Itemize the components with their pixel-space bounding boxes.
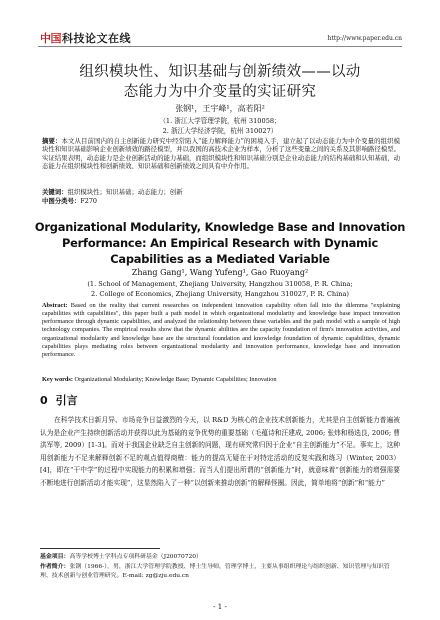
- fund-label: 基金项目：: [40, 553, 70, 560]
- en-title-line-1: Organizational Modularity, Knowledge Base and Innovation: [34, 220, 406, 234]
- footnote-divider: [40, 548, 160, 549]
- cn-clc-text: F270: [80, 197, 97, 205]
- bio-text: 张钢（1966-），男，浙江大学管理学院教授、博士生导师，管理学博士，主要从事组织理论与组织创新、知识管理与知识管理、技术创新与创业管理研究。E-mail: zg@zju.edu.cn: [40, 564, 390, 580]
- en-title-line-3: Capabilities as a Mediated Variable: [110, 252, 330, 266]
- cn-title-line-1: 组织模块性、知识基础与创新绩效——以动: [79, 64, 361, 80]
- en-abstract: [42, 302, 400, 359]
- section-number: 0: [40, 394, 48, 407]
- intro-paragraph: 在科学技术日新月异、市场竞争日益激烈的今天，以 R&D 为核心的企业技术创新能力，尤其是自主创新能力普遍被认为是企业产生持续创新活动并获得以此为基础的竞争优势的重要基础（毛蕴诗和汪建成, 2006; 张炜和杨选良, 2006; 曹洪军等, 2009）[1-3]。而对于我国企业缺乏自主创新的问题，现有研究常归因于企业“自主创新能力”不足。事实上，这种用创新能力不足来解释创新不足的观点值得商榷：能力的提高无疑在于对特定活动的反复实践和练习（Winter, 2003）[4]，即在“干中学”的过程中实现能力的积累和增强；而当人们提出所谓的“创新能力”时，就意味着“创新能力的增强需要不断地进行创新活动才能实现”，这显然陷入了一种“以创新来推动创新”的解释怪圈。因此，简单地将“创新”和“能力”: [40, 416, 400, 487]
- footnotes: [40, 552, 400, 581]
- footnote-fund: [40, 552, 400, 562]
- cn-authors: 张钢¹，王宇峰¹，高若阳²: [175, 104, 265, 113]
- cn-classification: [42, 197, 400, 205]
- logo-cn-text: 中国: [40, 32, 61, 45]
- logo-rest-text: 科技论文在线: [62, 32, 131, 45]
- cn-affiliation-1: （1. 浙江大学管理学院，杭州 310058；: [159, 117, 281, 125]
- en-affiliation-1: (1. School of Management, Zhejiang University, Hangzhou 310058, P. R. China;: [87, 280, 353, 288]
- site-url: http://www.paper.edu.cn: [327, 35, 402, 42]
- cn-abstract-label: 摘要：: [42, 137, 62, 145]
- cn-abstract-text: 本文从目前国内的自主创新能力研究中经常陷入“能力解释能力”的困境入手，建立起了以动态能力为中介变量的组织模块性和知识基础影响企业创新绩效的路径模型，并以我国的高技术企业为样本，分析了这些变量之间的关系及其影响路径模型。实证结果表明，动态能力是企业创新活动的能力基础，而组织模块性和知识基础分别是企业动态能力的结构基础和认知基础，动态能力在组织模块性和创新绩效、知识基础和创新绩效之间具有中介作用。: [42, 137, 400, 171]
- cn-affiliation-2: 2. 浙江大学经济学院，杭州 310027）: [162, 127, 278, 135]
- cn-title-line-2: 态能力为中介变量的实证研究: [123, 84, 317, 100]
- cn-abstract: [42, 137, 400, 187]
- en-affiliation-2: 2. College of Economics, Zhejiang University, Hangzhou 310027, P. R. China): [91, 290, 349, 298]
- cn-keywords-text: 组织模块性；知识基础；动态能力；创新: [67, 188, 183, 196]
- en-authors: Zhang Gang¹, Wang Yufeng¹, Gao Ruoyang²: [131, 268, 309, 277]
- page-header: [0, 0, 440, 48]
- page-number: - 1 -: [213, 603, 227, 611]
- en-keywords: [42, 376, 400, 383]
- en-title-line-2: Performance: An Empirical Research with Dynamic: [61, 236, 379, 250]
- section-heading: [40, 392, 78, 408]
- en-keywords-text: Organizational Modularity; Knowledge Base; Dynamic Capabilities; Innovation: [74, 376, 277, 383]
- cn-keywords-label: 关键词：: [42, 188, 68, 196]
- en-keywords-label: Key words:: [42, 376, 73, 383]
- header-divider: [38, 46, 402, 47]
- site-logo: [40, 31, 131, 45]
- bio-label: 作者简介：: [40, 563, 70, 571]
- en-abstract-text: Based on the reality that current researches on independent innovation capability often fall into the dilemma "explaining capabilities with capabilities", this paper built a path model in which organizational modularity and knowledge base impact innovation performance through dynamic capabilities, and analyzed the relationship between these variables and the path model with a sample of high technology companies. The empirical results show that the dynamic abilities are the capacity foundation of firm's innovation activities, and organizational modularity and knowledge base are the structural foundation and knowledge foundation of dynamic capabilities, dynamic capabilities plays mediating roles between organizational modularity and innovation performance, knowledge base and innovation performance.: [42, 302, 400, 358]
- cn-clc-label: 中图分类号：: [42, 197, 81, 205]
- en-abstract-label: Abstract:: [42, 302, 68, 309]
- footnote-bio: [40, 562, 400, 581]
- cn-keywords: [42, 188, 400, 196]
- fund-text: 高等学校博士学科点专项科研基金（J20070720）: [69, 554, 202, 560]
- section-title: 引言: [55, 394, 78, 407]
